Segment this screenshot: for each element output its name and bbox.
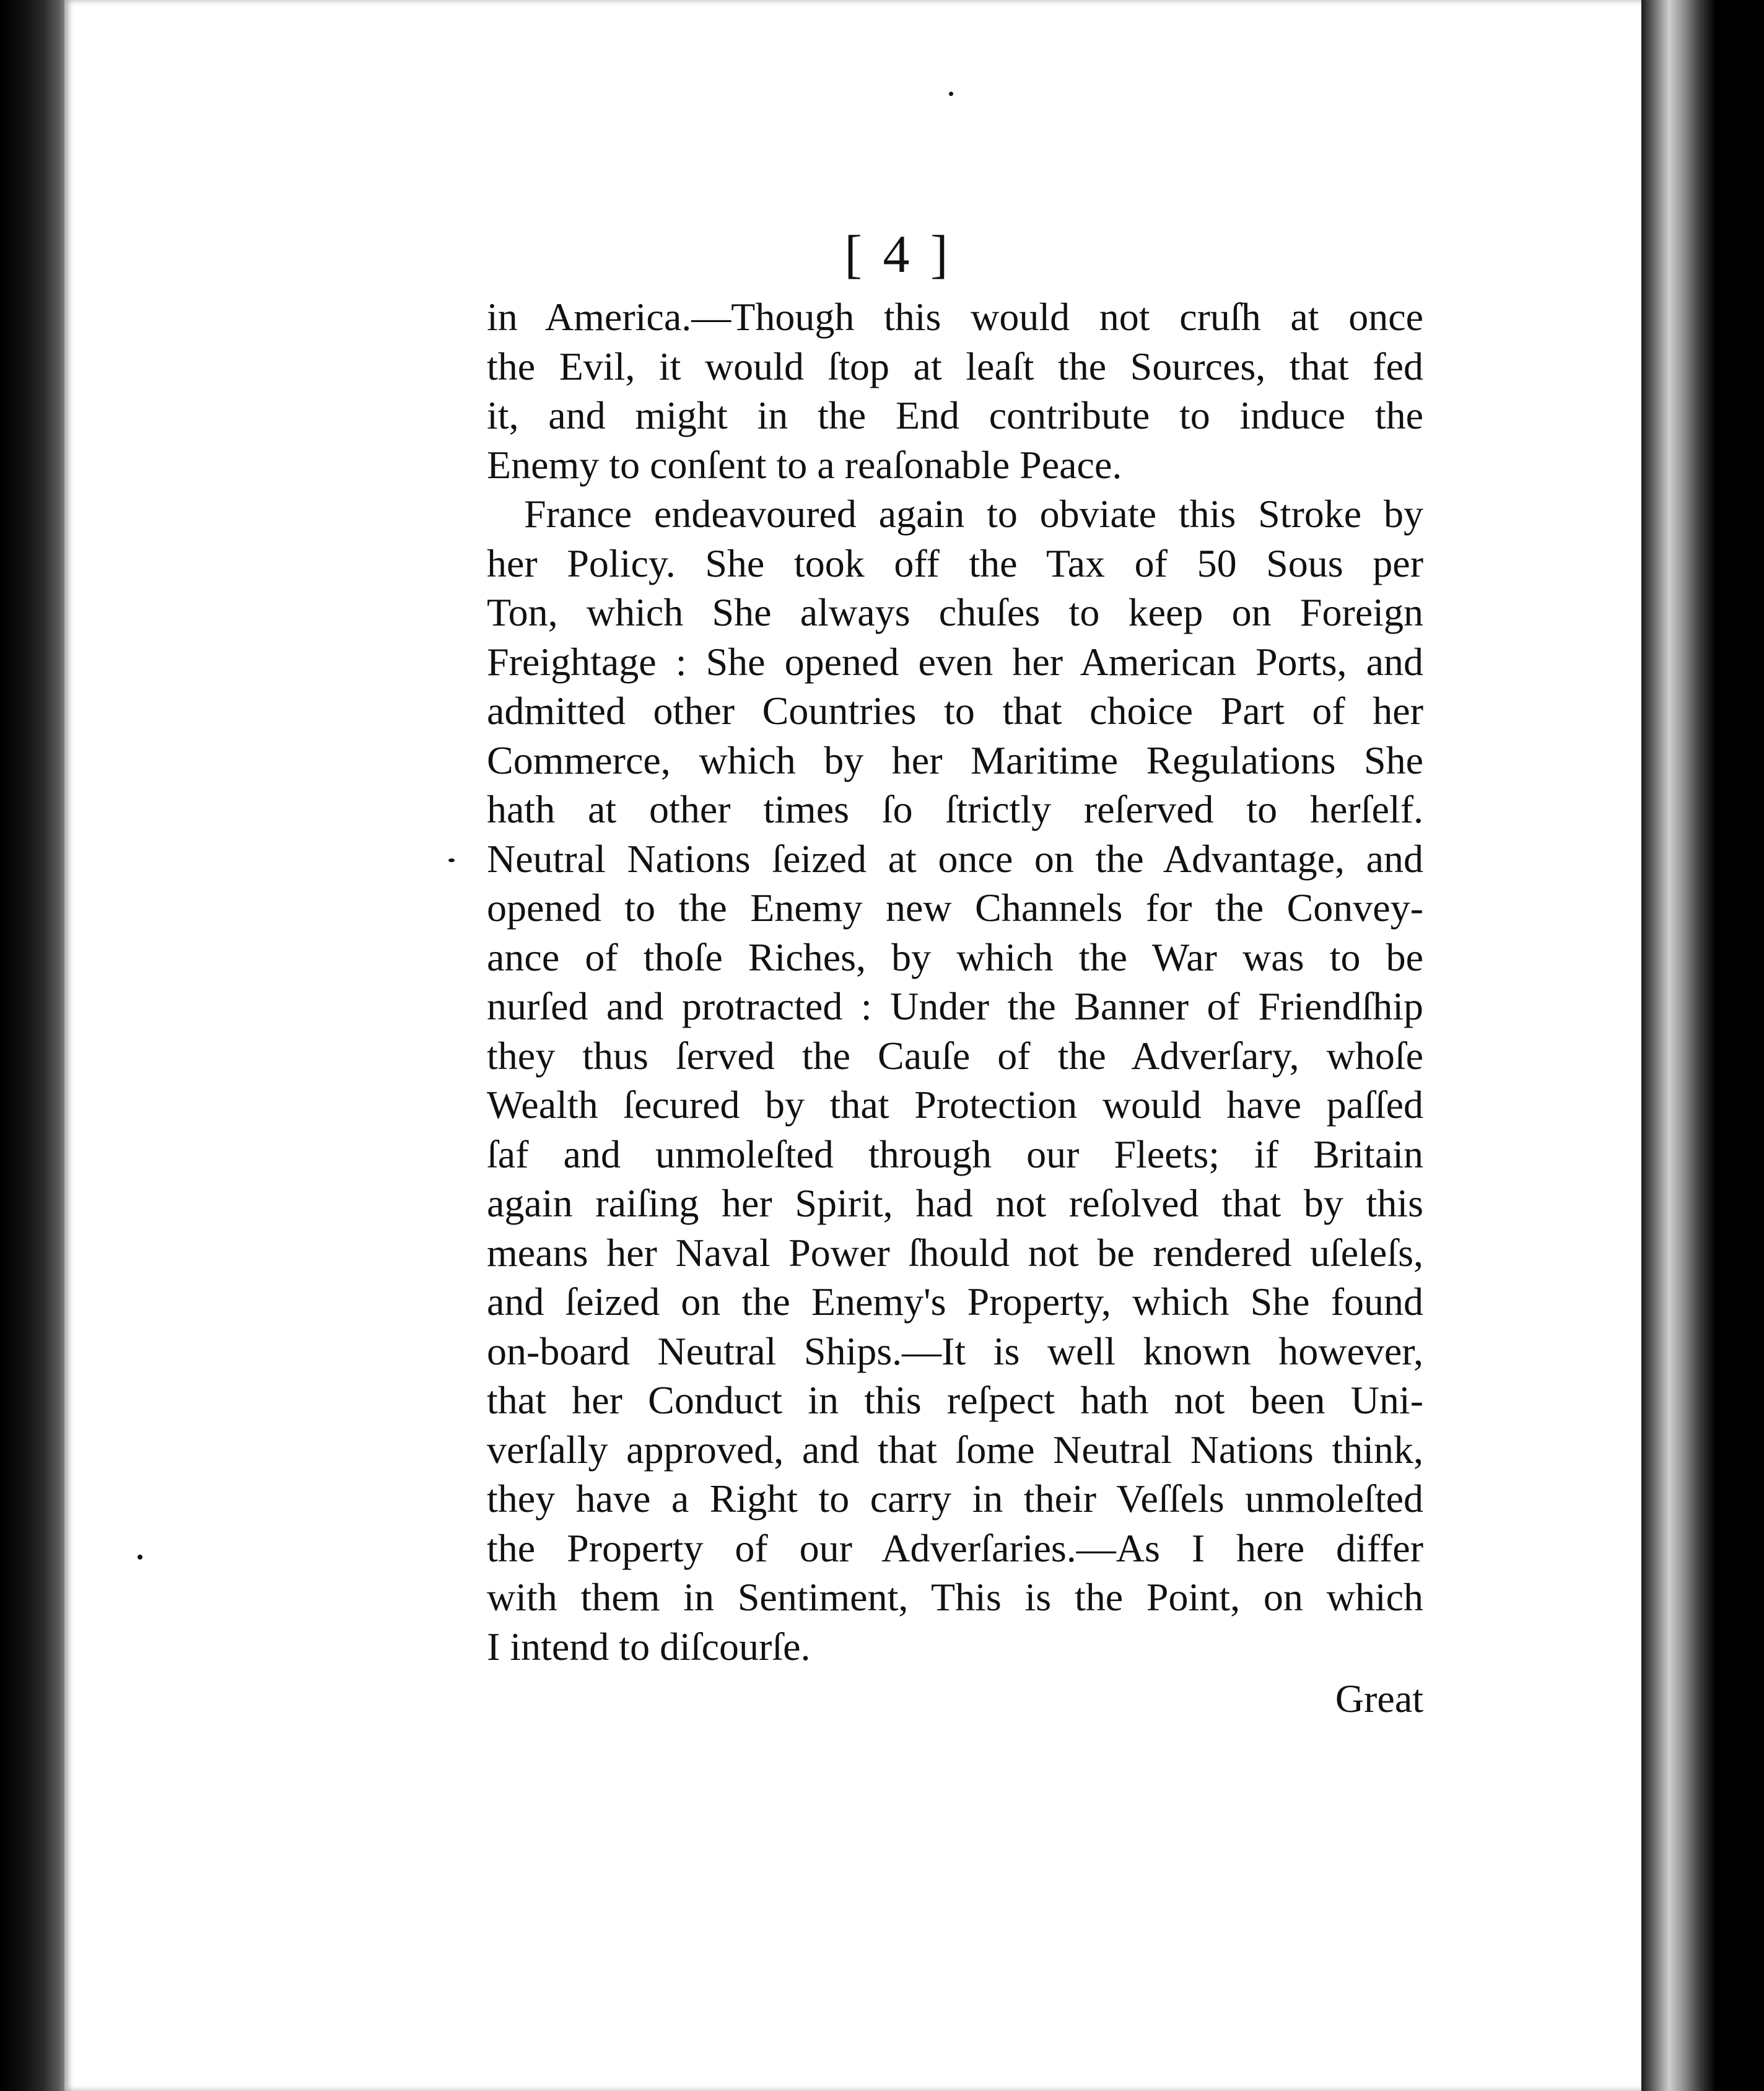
text-line: that her Conduct in this reſpect hath not been Uni- (487, 1378, 1423, 1422)
ink-speck (138, 1555, 142, 1560)
text-line: Commerce, which by her Maritime Regulations She (487, 738, 1423, 782)
text-line: opened to the Enemy new Channels for the Convey- (487, 886, 1423, 930)
text-line: Freightage : She opened even her American Ports, and (487, 639, 1423, 684)
text-line: nurſed and protracted : Under the Banner of Friendſhip (487, 984, 1423, 1028)
text-line: Ton, which She always chuſes to keep on Foreign (487, 590, 1423, 634)
text-line: with them in Sentiment, This is the Point, on which (487, 1575, 1423, 1619)
text-line: on-board Neutral Ships.—It is well known however, (487, 1329, 1423, 1373)
ink-speck (949, 92, 953, 96)
ink-speck (448, 858, 455, 862)
text-line: it, and might in the End contribute to induce the (487, 393, 1423, 437)
text-line: they thus ſerved the Cauſe of the Adverſary, whoſe (487, 1033, 1423, 1078)
text-line: Wealth ſecured by that Protection would have paſſed (487, 1083, 1423, 1127)
page-number: [ 4 ] (844, 224, 952, 284)
text-line: I intend to diſcourſe. (487, 1624, 811, 1669)
microfilm-right-border (1716, 0, 1764, 2091)
text-line: the Evil, it would ſtop at leaſt the Sources, that fed (487, 344, 1423, 388)
text-line: hath at other times ſo ſtrictly reſerved to herſelf. (487, 787, 1423, 831)
text-line: ſaf and unmoleſted through our Fleets; if Britain (487, 1132, 1423, 1176)
text-line: in America.—Though this would not cruſh at once (487, 295, 1423, 339)
text-line: they have a Right to carry in their Veſſels unmoleſted (487, 1477, 1423, 1521)
text-line: France endeavoured again to obviate this Stroke by (524, 492, 1423, 536)
body-text (487, 292, 1423, 1671)
text-line: Neutral Nations ſeized at once on the Advantage, and (487, 836, 1423, 881)
microfilm-left-border (0, 0, 68, 2091)
text-line: again raiſing her Spirit, had not reſolved that by this (487, 1181, 1423, 1225)
page-gutter-shadow (1641, 0, 1716, 2091)
text-line: verſally approved, and that ſome Neutral Nations think, (487, 1427, 1423, 1472)
catchword: Great (1335, 1677, 1423, 1721)
text-line: admitted other Countries to that choice Part of her (487, 689, 1423, 733)
text-line: the Property of our Adverſaries.—As I here differ (487, 1526, 1423, 1570)
text-line: Enemy to conſent to a reaſonable Peace. (487, 442, 1122, 487)
text-line: and ſeized on the Enemy's Property, which She found (487, 1280, 1423, 1324)
text-line: means her Naval Power ſhould not be rendered uſeleſs, (487, 1230, 1423, 1275)
text-line: her Policy. She took off the Tax of 50 Sous per (487, 541, 1423, 585)
text-line: ance of thoſe Riches, by which the War was to be (487, 935, 1423, 979)
